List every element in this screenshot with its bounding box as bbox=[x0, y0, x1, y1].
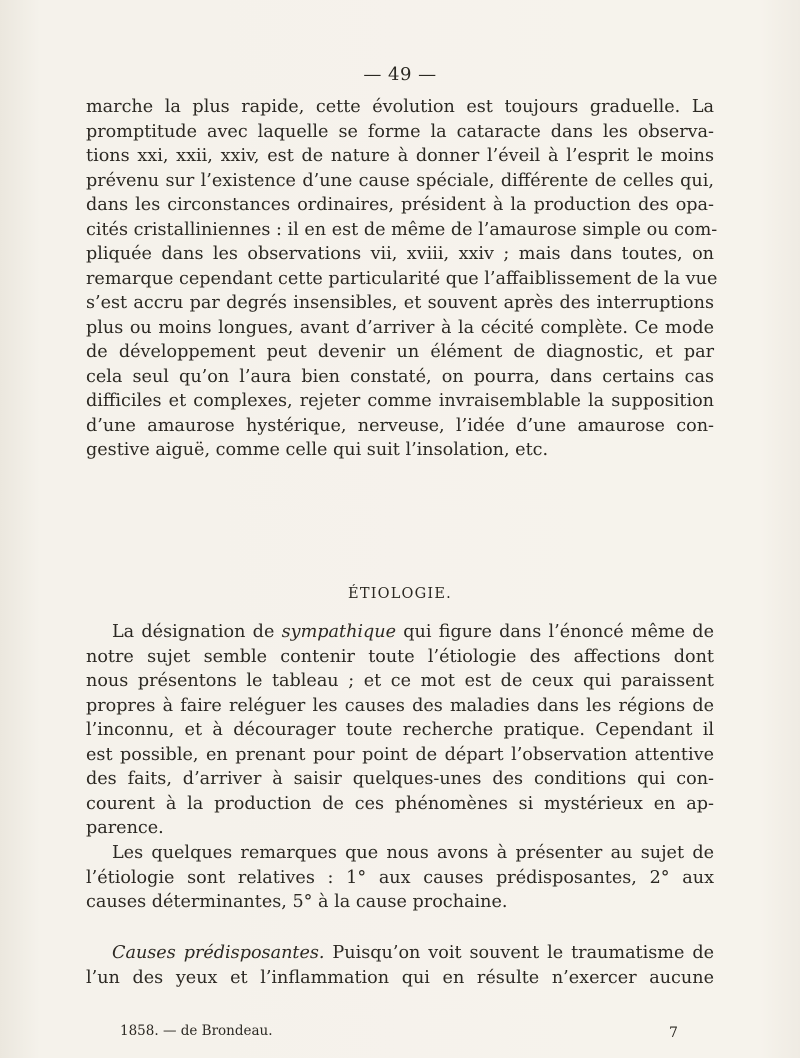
text-run: qui figure dans l’énoncé même de bbox=[396, 622, 714, 642]
text-line: propres à faire reléguer les causes des maladies dans les régions de bbox=[86, 695, 714, 716]
text-line: d’une amaurose hystérique, nerveuse, l’idée d’une amaurose con- bbox=[86, 415, 714, 436]
text-line: l’un des yeux et l’inflammation qui en résulte n’exercer aucune bbox=[86, 967, 714, 988]
paragraph-2 bbox=[86, 620, 714, 841]
text-line: pliquée dans les observations vii, xviii, xxiv ; mais dans toutes, on bbox=[86, 244, 714, 264]
paragraph-1 bbox=[86, 95, 718, 463]
text-line: est possible, en prenant pour point de départ l’observation attentive bbox=[86, 744, 714, 765]
text-line: dans les circonstances ordinaires, président à la production des opa- bbox=[86, 195, 714, 215]
text-line bbox=[86, 620, 714, 645]
text-line: tions xxi, xxii, xxiv, est de nature à donner l’éveil à l’esprit le moins bbox=[86, 146, 714, 166]
emphasis-term: sympathique bbox=[281, 622, 397, 642]
paragraph-4 bbox=[86, 941, 714, 990]
text-run: Puisqu’on voit souvent le traumatisme de bbox=[324, 943, 714, 963]
text-line: cela seul qu’on l’aura bien constaté, on pourra, dans certains cas bbox=[86, 366, 714, 387]
text-line: difficiles et complexes, rejeter comme invraisemblable la supposition bbox=[86, 391, 714, 411]
text-line: cités cristalliniennes : il en est de même de l’amaurose simple ou com- bbox=[86, 219, 718, 240]
text-line: causes déterminantes, 5° à la cause prochaine. bbox=[86, 892, 508, 912]
emphasis-term: Causes prédisposantes. bbox=[112, 943, 325, 963]
text-line: notre sujet semble contenir toute l’étiologie des affections dont bbox=[86, 646, 714, 667]
text-line: s’est accru par degrés insensibles, et souvent après des interruptions bbox=[86, 293, 714, 313]
text-line: gestive aiguë, comme celle qui suit l’insolation, etc. bbox=[86, 440, 549, 460]
text-line: l’étiologie sont relatives : 1° aux causes prédisposantes, 2° aux bbox=[86, 867, 714, 888]
text-line: marche la plus rapide, cette évolution est toujours graduelle. La bbox=[86, 97, 714, 117]
text-line: plus ou moins longues, avant d’arriver à la cécité complète. Ce mode bbox=[86, 317, 714, 338]
signature-number: 7 bbox=[669, 1025, 678, 1041]
text-run: La désignation de bbox=[112, 622, 282, 642]
section-title: ÉTIOLOGIE. bbox=[348, 586, 452, 602]
text-line: l’inconnu, et à décourager toute recherche pratique. Cependant il bbox=[86, 720, 714, 740]
paragraph-3 bbox=[86, 841, 714, 915]
footer-signature: 1858. — de Brondeau. bbox=[120, 1023, 273, 1039]
text-line bbox=[86, 941, 714, 966]
page-number: — 49 — bbox=[363, 64, 437, 85]
text-line: de développement peut devenir un élément de diagnostic, et par bbox=[86, 342, 714, 362]
text-line: prévenu sur l’existence d’une cause spéciale, différente de celles qui, bbox=[86, 170, 714, 191]
text-line: des faits, d’arriver à saisir quelques-unes des conditions qui con- bbox=[86, 769, 714, 789]
text-line: promptitude avec laquelle se forme la cataracte dans les observa- bbox=[86, 121, 714, 142]
text-line: Les quelques remarques que nous avons à présenter au sujet de bbox=[112, 843, 714, 863]
text-line: remarque cependant cette particularité que l’affaiblissement de la vue bbox=[86, 268, 718, 289]
text-line: nous présentons le tableau ; et ce mot est de ceux qui paraissent bbox=[86, 671, 714, 691]
text-line: courent à la production de ces phénomènes si mystérieux en ap- bbox=[86, 793, 714, 814]
text-line: parence. bbox=[86, 818, 164, 838]
